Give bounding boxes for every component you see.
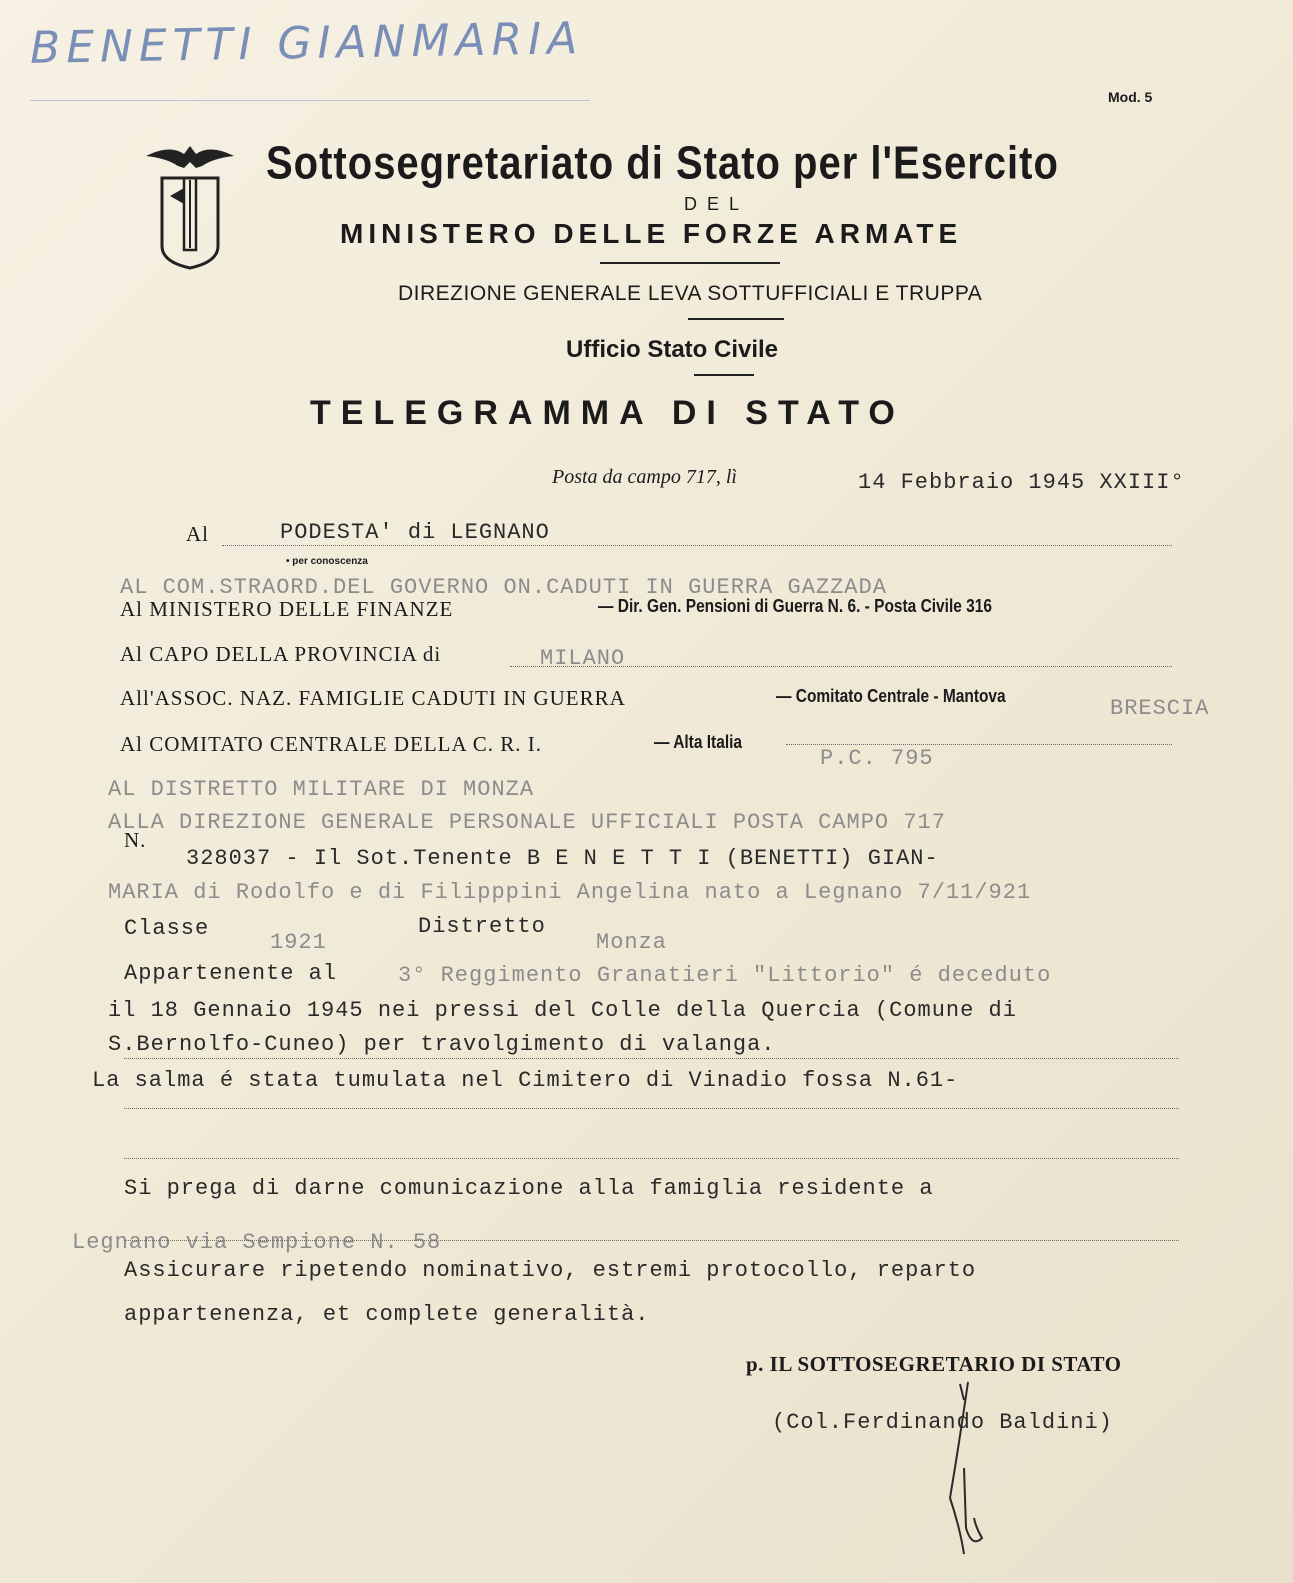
fill-line: [786, 744, 1172, 745]
classe-label: Classe: [124, 916, 210, 941]
header-ministry: MINISTERO DELLE FORZE ARMATE: [340, 218, 963, 249]
appartenente-label: Appartenente al: [124, 961, 338, 986]
body-line-6: S.Bernolfo-Cuneo) per travolgimento di valanga.: [108, 1032, 776, 1057]
divider: [694, 374, 754, 376]
body-line-1: 328037 - Il Sot.Tenente B E N E T T I (BENETTI) GIAN-: [186, 846, 939, 871]
fill-line: [124, 1108, 1179, 1109]
recipient-assoc-value: BRESCIA: [1110, 696, 1210, 721]
protocol-number-label: N.: [124, 828, 147, 852]
document-type: TELEGRAMMA DI STATO: [310, 394, 905, 432]
typed-recipient-gazzada: AL COM.STRAORD.DEL GOVERNO ON.CADUTI IN GUERRA GAZZADA: [120, 575, 887, 600]
per-conoscenza: • per conoscenza: [286, 556, 368, 567]
fill-line: [124, 1158, 1179, 1159]
recipient-ministero-detail: — Dir. Gen. Pensioni di Guerra N. 6. - Posta Civile 316: [598, 596, 993, 616]
fill-line: [124, 1058, 1179, 1059]
assicurare-line-2: appartenenza, et complete generalità.: [124, 1302, 650, 1327]
recipient-ministero-label: Al MINISTERO DELLE FINANZE: [120, 597, 454, 621]
divider: [688, 318, 784, 320]
recipient-cri-detail: — Alta Italia: [654, 732, 743, 752]
recipient-al-label: Al: [186, 522, 209, 546]
place-date-label: Posta da campo 717, lì: [552, 466, 737, 488]
recipient-cri-value: P.C. 795: [820, 746, 934, 771]
recipient-cri-label: Al COMITATO CENTRALE DELLA C. R. I.: [120, 732, 543, 756]
recipient-al-value: PODESTA' di LEGNANO: [280, 520, 550, 545]
body-line-5: il 18 Gennaio 1945 nei pressi del Colle della Quercia (Comune di: [108, 998, 1017, 1023]
header-title: Sottosegretariato di Stato per l'Esercito: [266, 138, 1059, 189]
classe-value: 1921: [270, 930, 327, 955]
fill-line: [124, 1240, 1179, 1241]
header-office: Ufficio Stato Civile: [566, 336, 779, 363]
handwritten-name: BENETTI GIANMARIA: [29, 13, 584, 74]
handwritten-signature: [920, 1378, 1000, 1562]
handwritten-underline: [30, 100, 590, 101]
typed-recipient-distretto: AL DISTRETTO MILITARE DI MONZA: [108, 777, 535, 802]
body-line-7: La salma é stata tumulata nel Cimitero di Vinadio fossa N.61-: [92, 1068, 959, 1093]
distretto-label: Distretto: [418, 914, 546, 939]
distretto-value: Monza: [596, 930, 668, 955]
place-date-value: 14 Febbraio 1945 XXIII°: [858, 470, 1185, 495]
prega-text: Si prega di darne comunicazione alla famiglia residente a: [124, 1176, 934, 1201]
appartenente-value: 3° Reggimento Granatieri "Littorio" é deceduto: [398, 963, 1052, 988]
divider: [600, 262, 780, 264]
recipient-assoc-label: All'ASSOC. NAZ. FAMIGLIE CADUTI IN GUERRA: [120, 686, 626, 710]
eagle-fasces-emblem-icon: [140, 138, 240, 277]
assicurare-line-1: Assicurare ripetendo nominativo, estremi protocollo, reparto: [124, 1258, 977, 1283]
mod-number: Mod. 5: [1108, 89, 1153, 105]
fill-line: [222, 545, 1172, 546]
signer-name: (Col.Ferdinando Baldini): [772, 1410, 1113, 1435]
body-line-2: MARIA di Rodolfo e di Filipppini Angelina nato a Legnano 7/11/921: [108, 880, 1032, 905]
fill-line: [510, 666, 1172, 667]
recipient-provincia-value: MILANO: [540, 646, 626, 671]
recipient-provincia-label: Al CAPO DELLA PROVINCIA di: [120, 642, 442, 666]
typed-recipient-direzione: ALLA DIREZIONE GENERALE PERSONALE UFFICIALI POSTA CAMPO 717: [108, 810, 946, 835]
header-direction: DIREZIONE GENERALE LEVA SOTTUFFICIALI E TRUPPA: [398, 282, 983, 305]
family-address: Legnano via Sempione N. 58: [72, 1230, 442, 1255]
header-del: DEL: [684, 194, 750, 214]
recipient-assoc-detail: — Comitato Centrale - Mantova: [776, 686, 1006, 706]
signatory-title: p. IL SOTTOSEGRETARIO DI STATO: [746, 1352, 1122, 1376]
